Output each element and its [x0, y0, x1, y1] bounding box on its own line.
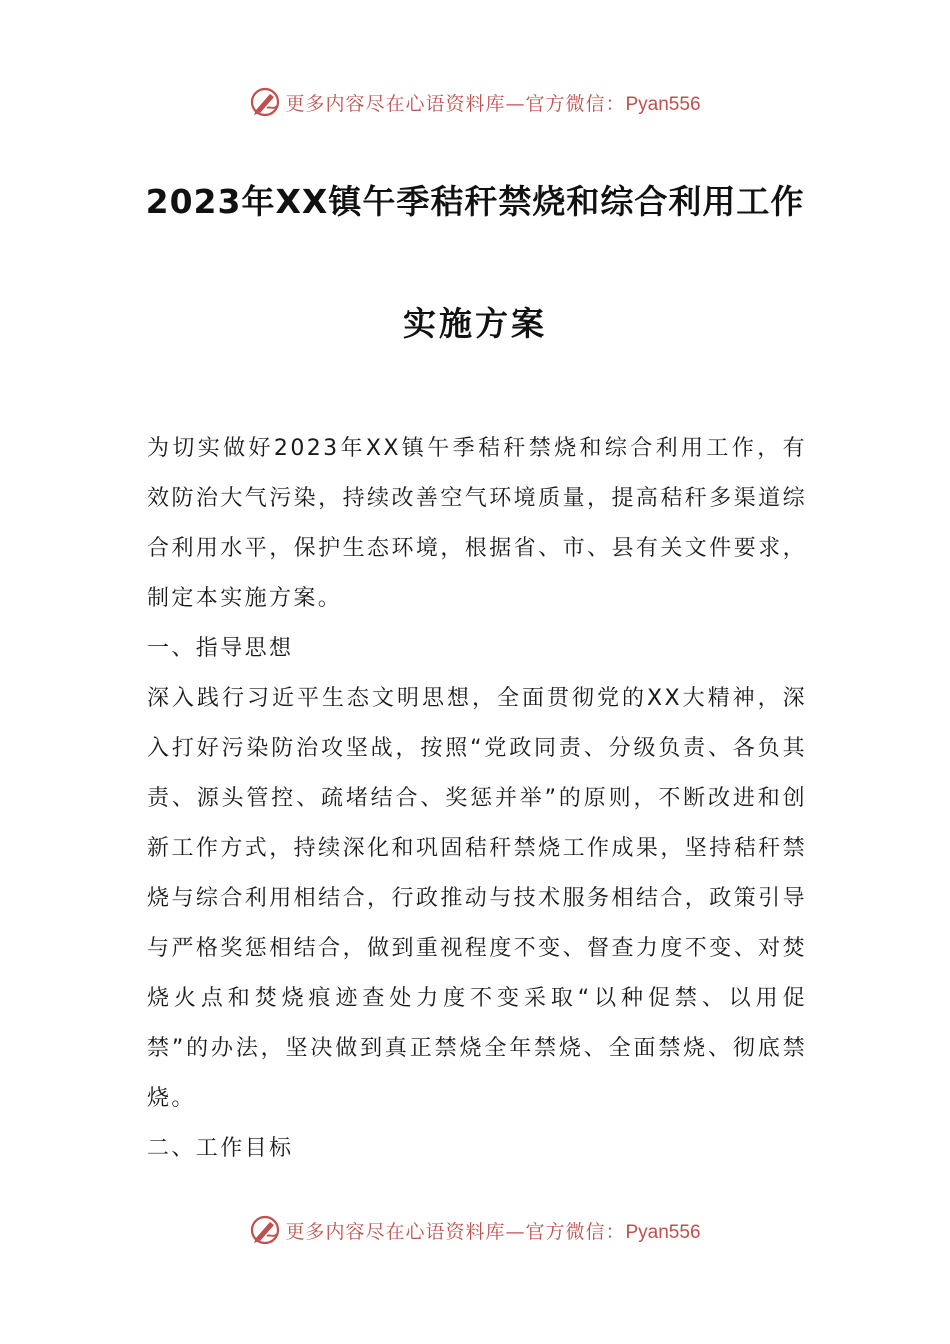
wechat-handle: Pyan556: [625, 93, 701, 115]
intro-paragraph: 为切实做好2023年XX镇午季秸秆禁烧和综合利用工作，有效防治大气污染，持续改善空气环境质量，提高秸秆多渠道综合利用水平，保护生态环境，根据省、市、县有关文件要求，制定本实施方案。: [147, 436, 807, 611]
footer-banner: [0, 1210, 950, 1250]
section-heading-guiding-ideology: 一、指导思想: [147, 636, 294, 661]
pen-signature-icon: [249, 86, 281, 118]
section-paragraph-guiding-ideology: 深入践行习近平生态文明思想，全面贯彻党的XX大精神，深入打好污染防治攻坚战，按照“党政同责、分级负责、各负其责、源头管控、疏堵结合、奖惩并举”的原则，不断改进和创新工作方式，持续深化和巩固秸秆禁烧工作成果，坚持秸秆禁烧与综合利用相结合，行政推动与技术服务相结合，政策引导与严格奖惩相结合，做到重视程度不变、督查力度不变、对焚烧火点和焚烧痕迹查处力度不变采取“以种促禁、以用促禁”的办法，坚决做到真正禁烧全年禁烧、全面禁烧、彻底禁烧。: [147, 686, 807, 1111]
document-title-line-2: 实施方案: [403, 304, 547, 343]
document-body: [147, 424, 807, 1174]
banner-text: 更多内容尽在心语资料库—官方微信：Pyan556: [285, 92, 701, 115]
pen-signature-icon: [249, 1214, 281, 1246]
banner-text: 更多内容尽在心语资料库—官方微信：Pyan556: [285, 1220, 701, 1243]
section-heading-work-goals: 二、工作目标: [147, 1136, 294, 1161]
header-banner: [0, 82, 950, 122]
document-title-line-1: 2023年XX镇午季秸秆禁烧和综合利用工作: [145, 182, 805, 221]
wechat-handle: Pyan556: [625, 1221, 701, 1243]
